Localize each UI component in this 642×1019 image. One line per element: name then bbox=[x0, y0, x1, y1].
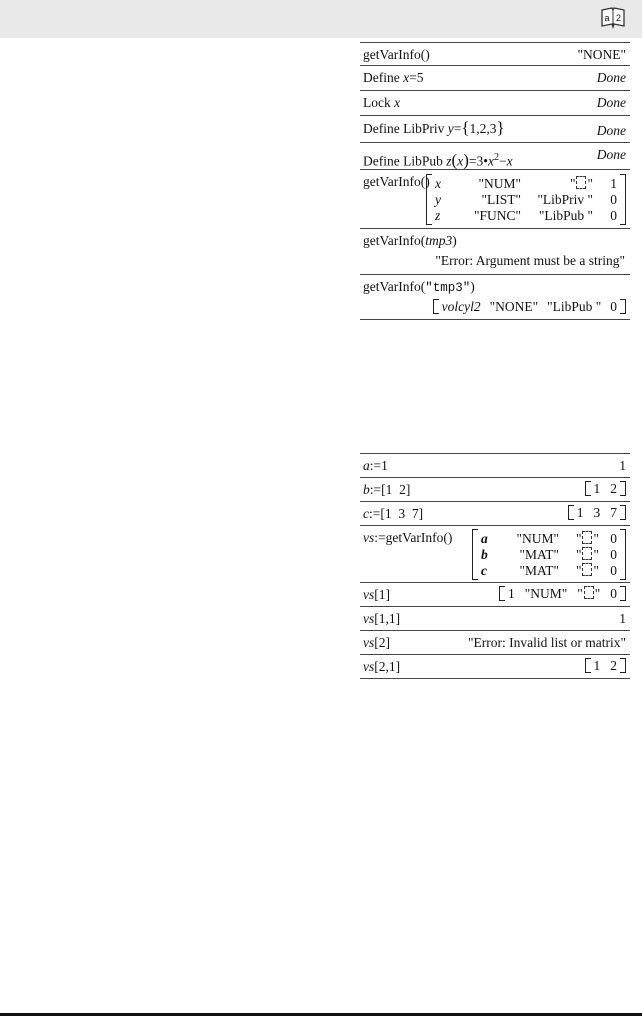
result-matrix: 1 "NUM" " " 0 bbox=[499, 586, 626, 601]
result-matrix: 1 2 bbox=[585, 658, 627, 673]
history-row bbox=[360, 66, 630, 91]
command-text: vs[1] bbox=[363, 587, 390, 602]
history-row bbox=[360, 607, 630, 631]
command-text: vs:=getVarInfo() bbox=[363, 530, 453, 545]
history-row bbox=[360, 583, 630, 607]
result-text: Done bbox=[596, 95, 626, 110]
command-text: vs[1,1] bbox=[363, 611, 401, 626]
command-text: getVarInfo() bbox=[363, 47, 430, 62]
calculator-history-panel-1 bbox=[360, 42, 630, 320]
history-row bbox=[360, 478, 630, 502]
result-text: Done bbox=[596, 147, 626, 162]
result-text: "NONE" bbox=[577, 47, 626, 62]
command-text: b:=[1 2] bbox=[363, 482, 411, 497]
error-result: "Error: Argument must be a string" bbox=[435, 253, 625, 268]
history-row bbox=[360, 453, 630, 478]
history-row bbox=[360, 631, 630, 655]
history-row bbox=[360, 143, 630, 170]
svg-text:2: 2 bbox=[616, 13, 622, 23]
result-text: 1 bbox=[619, 458, 626, 473]
command-text: vs[2,1] bbox=[363, 659, 401, 674]
command-text: Lock x bbox=[363, 95, 401, 110]
calculator-history-panel-2 bbox=[360, 453, 630, 679]
history-row bbox=[360, 91, 630, 116]
command-text: Define LibPriv y={1,2,3} bbox=[363, 118, 505, 137]
book-icon bbox=[600, 7, 626, 29]
history-row bbox=[360, 116, 630, 143]
command-text: getVarInfo() bbox=[363, 174, 430, 189]
command-text: Define x=5 bbox=[363, 70, 424, 85]
command-text: vs[2] bbox=[363, 635, 390, 650]
svg-text:a: a bbox=[604, 13, 610, 23]
history-row bbox=[360, 42, 630, 66]
result-text: Done bbox=[596, 123, 626, 138]
result-matrix: 1 2 bbox=[585, 481, 627, 496]
command-text: getVarInfo(tmp3) bbox=[363, 233, 457, 248]
history-row bbox=[360, 655, 630, 679]
result-text: Done bbox=[596, 70, 626, 85]
command-text: Define LibPub $z(x)=3•x^2-x$ bbox=[363, 150, 513, 170]
history-row bbox=[360, 526, 630, 583]
history-row bbox=[360, 229, 630, 275]
command-text: getVarInfo("tmp3") bbox=[363, 279, 475, 295]
header-bar bbox=[0, 0, 642, 38]
footer-rule bbox=[0, 1013, 642, 1016]
result-matrix: 1 3 7 bbox=[568, 505, 626, 520]
result-matrix: volcyl2 "NONE" "LibPub " 0 bbox=[433, 299, 626, 314]
result-matrix: x "NUM" " " 1 y "LIST" "LibPriv " 0 z "FUNC" "LibPub " 0 bbox=[426, 174, 626, 225]
command-text: c:=[1 3 7] bbox=[363, 506, 424, 521]
result-matrix: a "NUM" " " 0 b "MAT" " " 0 c "MAT" " " 0 bbox=[472, 529, 626, 580]
result-text: 1 bbox=[619, 611, 626, 626]
history-row bbox=[360, 170, 630, 229]
history-row bbox=[360, 275, 630, 320]
command-text: a:=1 bbox=[363, 458, 388, 473]
history-row bbox=[360, 502, 630, 526]
error-result: "Error: Invalid list or matrix" bbox=[468, 635, 626, 650]
